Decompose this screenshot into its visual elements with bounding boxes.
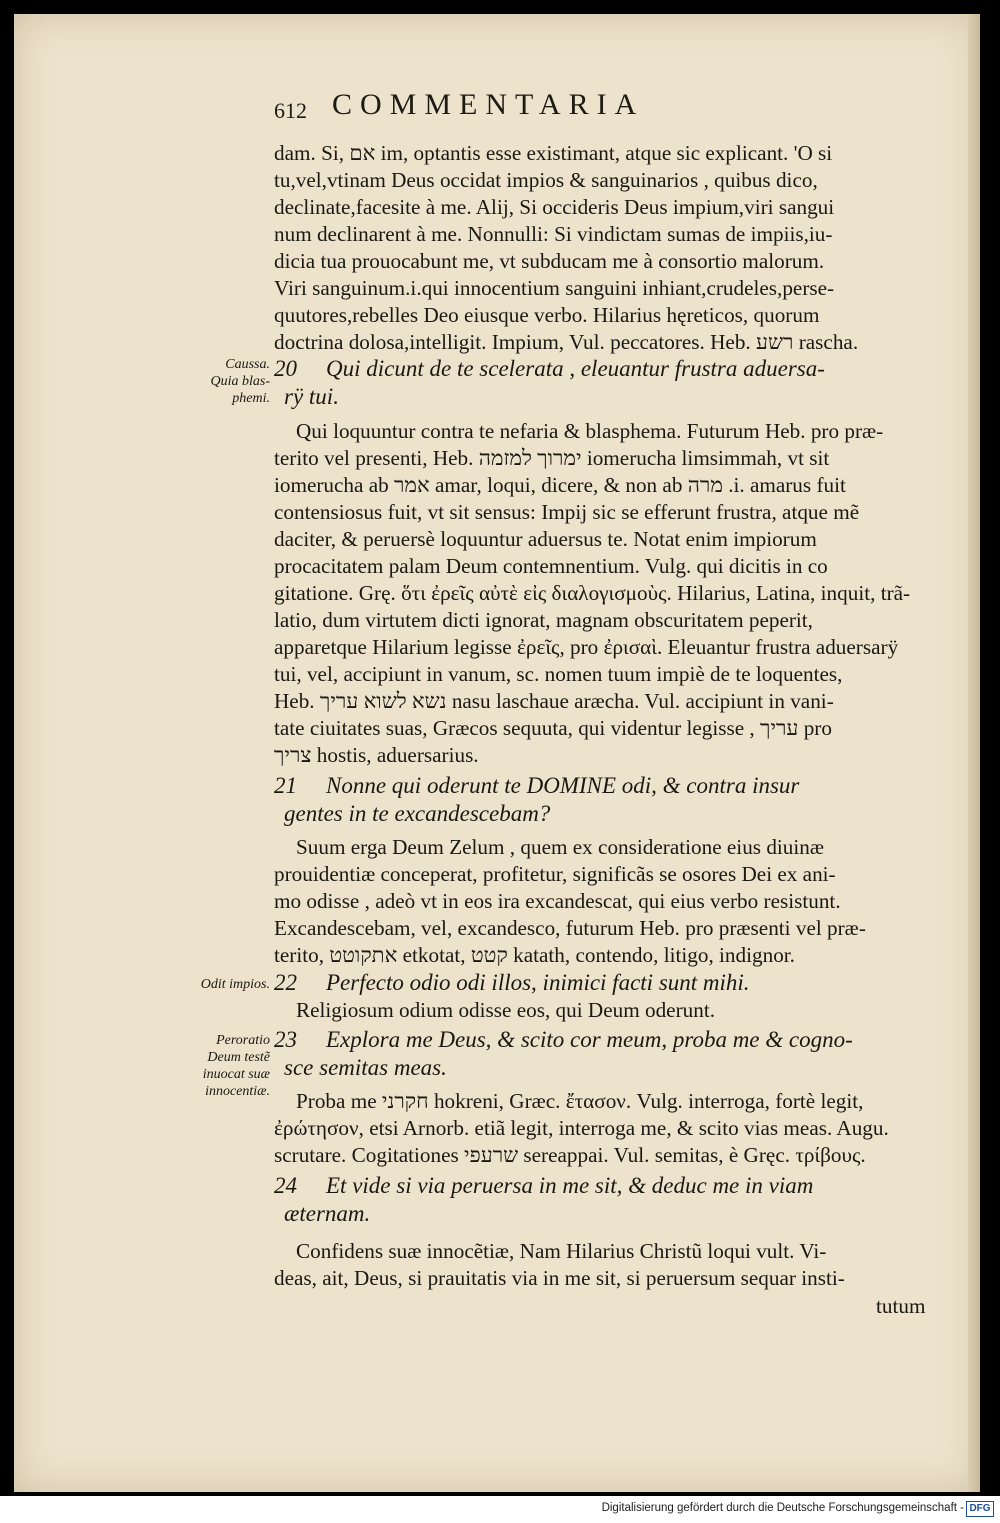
line-text: dicia tua prouocabunt me, vt subducam me à consortio malorum. [274, 249, 825, 273]
line-text: Religiosum odium odisse eos, qui Deum oderunt. [296, 998, 716, 1022]
verse-line [274, 772, 799, 799]
line-text: Qui dicunt de te scelerata , eleuantur frustra aduersa- [326, 356, 825, 381]
line-text: latio, dum virtutem dicti ignorat, magnam obscuritatem peperit, [274, 608, 813, 632]
line-text: quutores,rebelles Deo eiusque verbo. Hilarius hęreticos, quorum [274, 303, 820, 327]
line-text: Heb. נשא לשוא עריך nasu laschaue aræcha. Vul. accipiunt in vani- [274, 689, 834, 713]
margin-note-line: Quia blas- [210, 374, 270, 389]
line-text: prouidentiæ conceperat, profitetur, significãs se osores Dei ex ani- [274, 862, 836, 886]
verse-line [284, 383, 339, 410]
line-text: צריך hostis, aduersarius. [274, 743, 479, 767]
line-text: rÿ tui. [284, 384, 339, 409]
line-text: Perfecto odio odi illos, inimici facti sunt mihi. [326, 970, 750, 995]
line-text: Qui loquuntur contra te nefaria & blasphema. Futurum Heb. pro præ- [296, 419, 884, 443]
line-text: deas, ait, Deus, si prauitatis via in me sit, si peruersum sequar insti- [274, 1266, 845, 1290]
margin-note [152, 1032, 270, 1100]
dfg-logo: DFG [966, 1501, 994, 1517]
text-line [274, 634, 898, 661]
footer-bar [0, 1496, 1000, 1523]
line-text: gitatione. Grę. ὅτι ἐρεῖς αὐτὲ εἰς διαλογισμοὺς. Hilarius, Latina, inquit, trã- [274, 581, 911, 605]
page-edge [968, 14, 980, 1492]
verse-line [274, 1026, 853, 1053]
line-text: declinate,facesite à me. Alij, Si occideris Deus impium,viri sangui [274, 195, 835, 219]
margin-note-line: innocentiæ. [205, 1084, 270, 1099]
text-line [274, 997, 715, 1024]
line-text: tu,vel,vtinam Deus occidat impios & sanguinarios , quibus dico, [274, 168, 818, 192]
text-line [274, 275, 834, 302]
margin-note [152, 976, 270, 993]
text-line [274, 915, 866, 942]
text-line [274, 248, 824, 275]
line-text: Excandescebam, vel, excandesco, futurum Heb. pro præsenti vel præ- [274, 916, 866, 940]
line-text: Viri sanguinum.i.qui innocentium sanguini inhiant,crudeles,perse- [274, 276, 835, 300]
verse-line [274, 969, 750, 996]
line-text: tate ciuitates suas, Græcos sequuta, qui videntur legisse , עריך pro [274, 716, 832, 740]
running-title: COMMENTARIA [332, 88, 645, 121]
verse-number: 24 [274, 1173, 297, 1198]
line-text: gentes in te excandescebam? [284, 801, 551, 826]
line-text: daciter, & peruersè loquuntur aduersus te. Notat enim impiorum [274, 527, 817, 551]
line-text: ἐρώτησον, etsi Arnorb. etiã legit, interroga me, & scito vias meas. Augu. [274, 1116, 889, 1140]
text-line [274, 553, 828, 580]
line-text: sce semitas meas. [284, 1055, 447, 1080]
text-line [274, 418, 883, 445]
line-text: æternam. [284, 1201, 371, 1226]
text-line [274, 1265, 845, 1292]
text-line [274, 888, 841, 915]
margin-note-line: phemi. [232, 391, 270, 406]
text-line [274, 445, 829, 472]
margin-note-line: Peroratio [216, 1033, 270, 1048]
line-text: terito, אתקוטט etkotat, קטט katath, contendo, litigo, indignor. [274, 943, 795, 967]
line-text: Confidens suæ innocẽtiæ, Nam Hilarius Christũ loqui vult. Vi- [296, 1239, 827, 1263]
text-line [274, 329, 858, 356]
text-line [274, 302, 819, 329]
line-text: tutum [876, 1294, 926, 1318]
line-text: apparetque Hilarium legisse ἐρεῖς, pro ἐρισαὶ. Eleuantur frustra aduersarÿ [274, 635, 899, 659]
margin-note-line: Deum testẽ [207, 1050, 270, 1065]
margin-note-line: Odit impios. [200, 977, 270, 992]
margin-note [152, 356, 270, 407]
line-text: tui, vel, accipiunt in vanum, sc. nomen tuum impiè de te loquentes, [274, 662, 843, 686]
margin-note-line: Caussa. [225, 357, 270, 372]
text-line [274, 1238, 826, 1265]
text-line [274, 861, 836, 888]
text-line [274, 607, 813, 634]
line-text: Proba me חקרני hokreni, Græc. ἔτασον. Vulg. interroga, fortè legit, [296, 1089, 864, 1113]
line-text: scrutare. Cogitationes שרעפי sereappai. Vul. semitas, è Gręc. τρίβους. [274, 1143, 866, 1167]
text-line [274, 688, 834, 715]
verse-number: 21 [274, 773, 297, 798]
page-number: 612 [274, 98, 307, 123]
line-text: mo odisse , adeò vt in eos ira excandescat, qui eius verbo resistunt. [274, 889, 841, 913]
text-line [274, 661, 842, 688]
text-line [274, 942, 795, 969]
text-line [274, 499, 859, 526]
text-line [274, 526, 817, 553]
line-text: Et vide si via peruersa in me sit, & deduc me in viam [326, 1173, 814, 1198]
line-text: procacitatem palam Deum contemnentium. Vulg. qui dicitis in co [274, 554, 828, 578]
text-line [274, 834, 824, 861]
text-line [274, 140, 832, 167]
text-line [274, 742, 479, 769]
line-text: iomerucha ab אמר amar, loqui, dicere, & non ab מרה .i. amarus fuit [274, 473, 846, 497]
text-line [274, 1142, 866, 1169]
text-line [274, 1115, 889, 1142]
text-line [274, 1088, 863, 1115]
verse-line [284, 1200, 370, 1227]
text-line [274, 715, 832, 742]
text-line [274, 194, 834, 221]
line-text: doctrina dolosa,intelligit. Impium, Vul. peccatores. Heb. רשע rascha. [274, 330, 859, 354]
verse-number: 23 [274, 1027, 297, 1052]
funding-notice: Digitalisierung gefördert durch die Deutsche Forschungsgemeinschaft - [601, 1502, 964, 1514]
line-text: contensiosus fuit, vt sit sensus: Impij sic se efferunt frustra, atque mẽ [274, 500, 860, 524]
text-line [274, 221, 832, 248]
line-text: Nonne qui oderunt te DOMINE odi, & contra insur [326, 773, 800, 798]
verse-number: 22 [274, 970, 297, 995]
line-text: num declinarent à me. Nonnulli: Si vindictam sumas de impiis,iu- [274, 222, 833, 246]
text-line [274, 472, 846, 499]
verse-line [274, 355, 825, 382]
verse-line [274, 1172, 813, 1199]
verse-line [284, 1054, 447, 1081]
text-line [274, 580, 910, 607]
margin-note-line: inuocat suæ [202, 1067, 270, 1082]
line-text: terito vel presenti, Heb. ימרוך למזמה iomerucha limsimmah, vt sit [274, 446, 830, 470]
catchword [876, 1293, 925, 1320]
text-line [274, 167, 818, 194]
line-text: dam. Si, אם im, optantis esse existimant, atque sic explicant. 'O si [274, 141, 833, 165]
running-header [0, 88, 1000, 128]
line-text: Explora me Deus, & scito cor meum, proba me & cogno- [326, 1027, 853, 1052]
verse-number: 20 [274, 356, 297, 381]
verse-line [284, 800, 550, 827]
line-text: Suum erga Deum Zelum , quem ex consideratione eius diuinæ [296, 835, 825, 859]
